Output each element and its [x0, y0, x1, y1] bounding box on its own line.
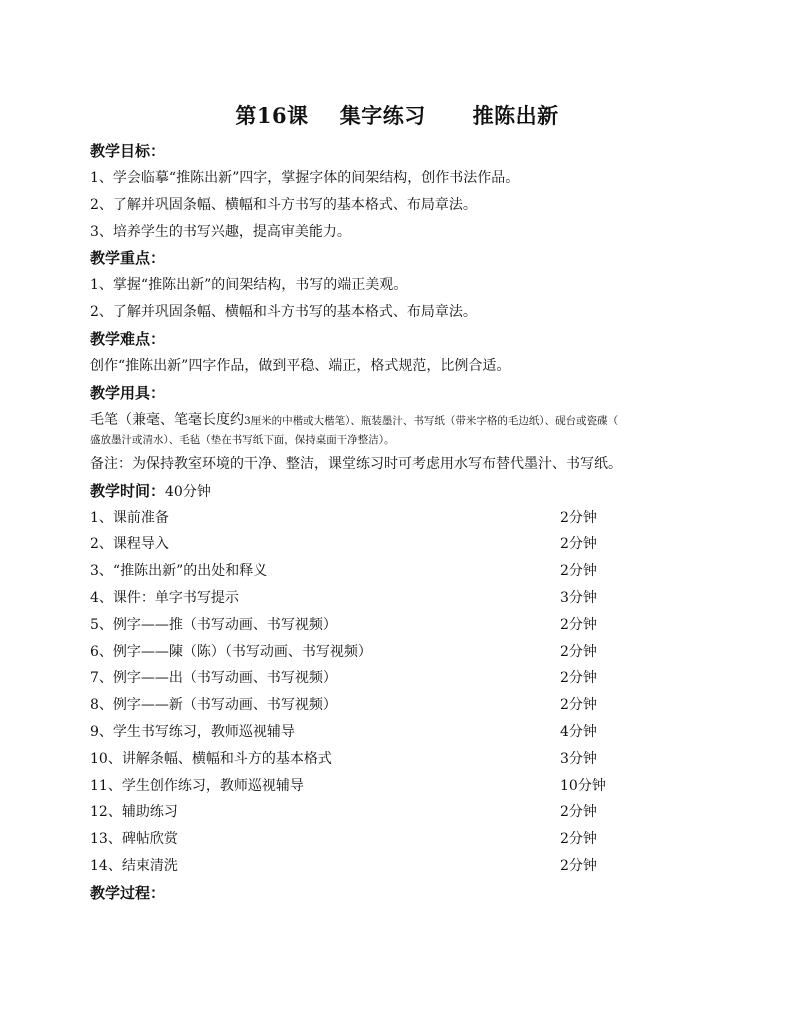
tools-line-main: 毛笔（兼毫、笔毫长度约: [90, 411, 244, 428]
tools-line: [90, 410, 710, 430]
goal-item: 1、学会临摹“推陈出新”四字，掌握字体的间架结构，创作书法作品。: [90, 170, 520, 186]
schedule-step: 5、例字——推（书写动画、书写视频）: [90, 616, 337, 633]
schedule-duration: 2分钟: [560, 643, 597, 660]
schedule-row: [90, 665, 710, 692]
schedule-row: [90, 639, 710, 666]
schedule-step: 6、例字——陳（陈）（书写动画、书写视频）: [90, 643, 372, 660]
schedule-step: 7、例字——出（书写动画、书写视频）: [90, 670, 337, 687]
schedule-row: [90, 773, 710, 800]
schedule-duration: 2分钟: [560, 857, 597, 874]
document-body: [90, 138, 710, 907]
schedule-step: 12、辅助练习: [90, 804, 178, 821]
schedule-duration: 2分钟: [560, 509, 597, 526]
schedule-duration: 2分钟: [560, 536, 597, 553]
schedule-row: [90, 853, 710, 880]
process-heading: 教学过程：: [90, 883, 166, 902]
difficulties-heading: 教学难点：: [90, 329, 166, 348]
schedule-step: 4、课件：单字书写提示: [90, 589, 239, 606]
schedule-step: 9、学生书写练习，教师巡视辅导: [90, 723, 295, 740]
tools-line-small: 3厘米的中楷或大楷笔）、瓶装墨汁、书写纸（带米字格的毛边纸）、砚台或瓷碟（: [244, 414, 619, 427]
schedule-row: [90, 746, 710, 773]
schedule-step: 13、碑帖欣赏: [90, 831, 178, 848]
schedule-row: [90, 799, 710, 826]
key-point-item: 2、了解并巩固条幅、横幅和斗方书写的基本格式、布局章法。: [90, 304, 477, 321]
schedule-duration: 2分钟: [560, 804, 597, 821]
schedule-step: 2、课程导入: [90, 536, 169, 553]
schedule-step: 1、课前准备: [90, 509, 169, 526]
goals-heading: 教学目标：: [90, 142, 166, 160]
time-total: 40分钟: [165, 483, 211, 500]
goal-item: 2、了解并巩固条幅、横幅和斗方书写的基本格式、布局章法。: [90, 196, 477, 213]
time-heading-label: 教学时间：: [90, 481, 166, 500]
time-heading: [90, 478, 710, 505]
lesson-title: 第16课 集字练习 推陈出新: [235, 103, 559, 128]
schedule-step: 8、例字——新（书写动画、书写视频）: [90, 697, 337, 714]
schedule-step: 14、结束清洗: [90, 857, 178, 874]
difficulties-text: 创作“推陈出新”四字作品，做到平稳、端正，格式规范，比例合适。: [90, 357, 511, 374]
schedule-duration: 10分钟: [560, 777, 606, 794]
schedule-row: [90, 692, 710, 719]
schedule-duration: 2分钟: [560, 616, 597, 633]
schedule-row: [90, 505, 710, 532]
tools-note: 备注：为保持教室环境的干净、整洁，课堂练习时可考虑用水写布替代墨汁、书写纸。: [90, 455, 622, 472]
schedule-step: 3、“推陈出新”的出处和释义: [90, 563, 268, 580]
schedule-duration: 2分钟: [560, 563, 597, 580]
schedule-step: 11、学生创作练习，教师巡视辅导: [90, 777, 304, 794]
goal-item: 3、培养学生的书写兴趣，提高审美能力。: [90, 223, 351, 240]
schedule-list: [90, 505, 710, 880]
schedule-row: [90, 612, 710, 639]
schedule-row: [90, 826, 710, 853]
key-point-item: 1、掌握“推陈出新”的间架结构，书写的端正美观。: [90, 277, 408, 294]
tools-heading: 教学用具：: [90, 383, 166, 402]
schedule-duration: 2分钟: [560, 831, 597, 848]
schedule-duration: 2分钟: [560, 670, 597, 687]
tools-description: [90, 407, 710, 451]
schedule-row: [90, 558, 710, 585]
schedule-duration: 3分钟: [560, 589, 597, 606]
schedule-duration: 3分钟: [560, 750, 597, 767]
schedule-duration: 4分钟: [560, 723, 597, 740]
schedule-step: 10、讲解条幅、横幅和斗方的基本格式: [90, 750, 332, 767]
schedule-duration: 2分钟: [560, 697, 597, 714]
key-points-heading: 教学重点：: [90, 249, 166, 268]
schedule-row: [90, 585, 710, 612]
schedule-row: [90, 531, 710, 558]
tools-line-small: 盛放墨汁或清水）、毛毡（垫在书写纸下面，保持桌面干净整洁）。: [90, 433, 395, 446]
schedule-row: [90, 719, 710, 746]
